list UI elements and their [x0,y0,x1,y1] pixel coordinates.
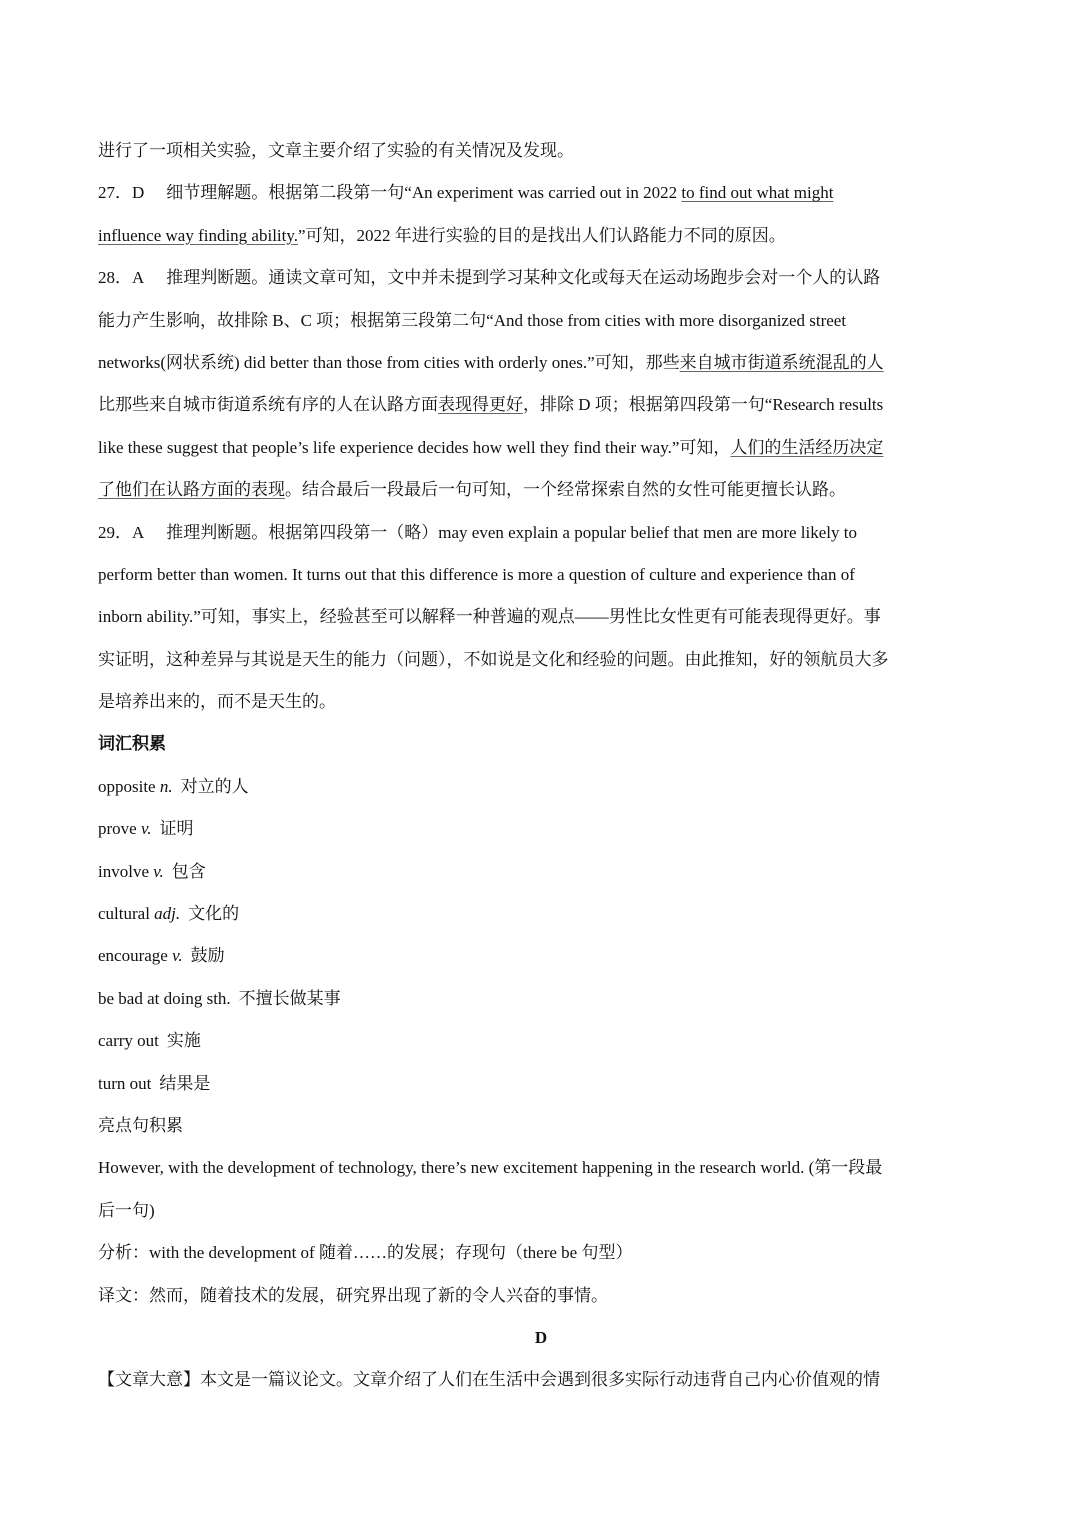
underlined-text: influence way finding ability. [98,225,299,245]
vocab-meaning: 鼓励 [190,946,225,966]
vocab-item [98,935,984,977]
answer-28-line-2: 能力产生影响，故排除 B、C 项；根据第三段第二句“And those from cities with more disorganized street [98,310,847,330]
underlined-text: 人们的生活经历决定 [730,437,884,457]
underlined-text: 来自城市街道系统混乱的人 [679,352,884,372]
highlight-translation: 译文：然而，随着技术的发展，研究界出现了新的令人兴奋的事情。 [98,1285,608,1305]
highlight-analysis: 分析：with the development of 随着……的发展；存现句（there be 句型） [98,1243,633,1263]
text-span: ，排除 D 项；根据第四段第一句“Research results [523,395,884,415]
vocab-meaning: 文化的 [188,904,240,924]
answer-29-line-1 [98,512,984,554]
highlight-sentence-line-2: 后一句) [98,1200,155,1220]
vocab-word: turn out [98,1073,152,1093]
vocab-meaning: 证明 [159,819,194,839]
text-span: like these suggest that people’s life experience decides how well they find their way.”可知， [98,437,731,457]
vocab-heading: 词汇积累 [98,734,166,754]
vocab-pos: v. [140,819,152,839]
vocab-word: carry out [98,1031,159,1051]
section-d-summary: 【文章大意】本文是一篇议论文。文章介绍了人们在生活中会遇到很多实际行动违背自己内心价值观的情 [98,1370,880,1390]
document-page [98,130,984,1402]
text-span: 推理判断题。通读文章可知，文中并未提到学习某种文化或每天在运动场跑步会对一个人的认路 [166,268,881,288]
answer-28-line-1 [98,257,984,299]
vocab-word: prove [98,819,137,839]
vocab-pos: v. [172,946,183,966]
vocab-pos: n. [159,776,173,796]
answer-27-number: 27．D [98,183,145,203]
vocab-meaning: 包含 [171,861,206,881]
text-span: 比那些来自城市街道系统有序的人在认路方面 [98,395,438,415]
vocab-word: be bad at doing sth. [98,988,231,1008]
underlined-text: 了他们在认路方面的表现 [98,480,285,500]
underlined-text: to find out what might [681,183,834,203]
highlight-heading: 亮点句积累 [98,1115,183,1135]
text-span: 细节理解题。根据第二段第一句“An experiment was carried out in 2022 [166,183,682,203]
answer-27-line-1 [98,172,984,214]
vocab-item [98,1063,984,1105]
text-span: ”可知，2022 年进行实验的目的是找出人们认路能力不同的原因。 [298,225,786,245]
answer-28-line-4 [98,384,984,426]
vocab-word: opposite [98,776,156,796]
answer-29-line-4: 实证明，这种差异与其说是天生的能力（问题），不如说是文化和经验的问题。由此推知，好的领航员大多 [98,649,889,669]
vocab-word: encourage [98,946,168,966]
vocab-item [98,893,984,935]
vocab-word: cultural [98,904,150,924]
vocab-pos: v. [153,861,164,881]
answer-29-line-2: perform better than women. It turns out that this difference is more a question of culture and experience than of [98,564,855,584]
vocab-item [98,766,984,808]
answer-29-line-5: 是培养出来的，而不是天生的。 [98,692,336,712]
vocab-meaning: 结果是 [159,1073,211,1093]
answer-27-line-2 [98,215,984,257]
section-d-label: D [534,1327,548,1347]
answer-28-line-3 [98,342,984,384]
vocab-meaning: 对立的人 [180,776,249,796]
vocab-item [98,1020,984,1062]
vocab-item [98,851,984,893]
answer-29-number: 29．A [98,522,145,542]
answer-28-line-5 [98,427,984,469]
vocab-item [98,978,984,1020]
vocab-pos: adj. [154,904,181,924]
text-line: 进行了一项相关实验，文章主要介绍了实验的有关情况及发现。 [98,141,574,160]
answer-29-line-3: inborn ability.”可知，事实上，经验甚至可以解释一种普遍的观点——男性比女性更有可能表现得更好。事 [98,607,881,627]
underlined-text: 表现得更好 [438,395,523,415]
vocab-word: involve [98,861,149,881]
vocab-meaning: 不擅长做某事 [238,988,341,1008]
text-span: 推理判断题。根据第四段第一（略）may even explain a popular belief that men are more likely to [166,522,857,542]
answer-28-number: 28．A [98,268,145,288]
text-span: networks(网状系统) did better than those from cities with orderly ones.”可知，那些 [98,352,680,372]
text-span: 。结合最后一段最后一句可知，一个经常探索自然的女性可能更擅长认路。 [285,480,846,500]
highlight-sentence-line-1: However, with the development of technology, there’s new excitement happening in the research world. (第一段最 [98,1158,883,1178]
answer-28-line-6 [98,469,984,511]
vocab-meaning: 实施 [166,1031,201,1051]
vocab-item [98,808,984,850]
